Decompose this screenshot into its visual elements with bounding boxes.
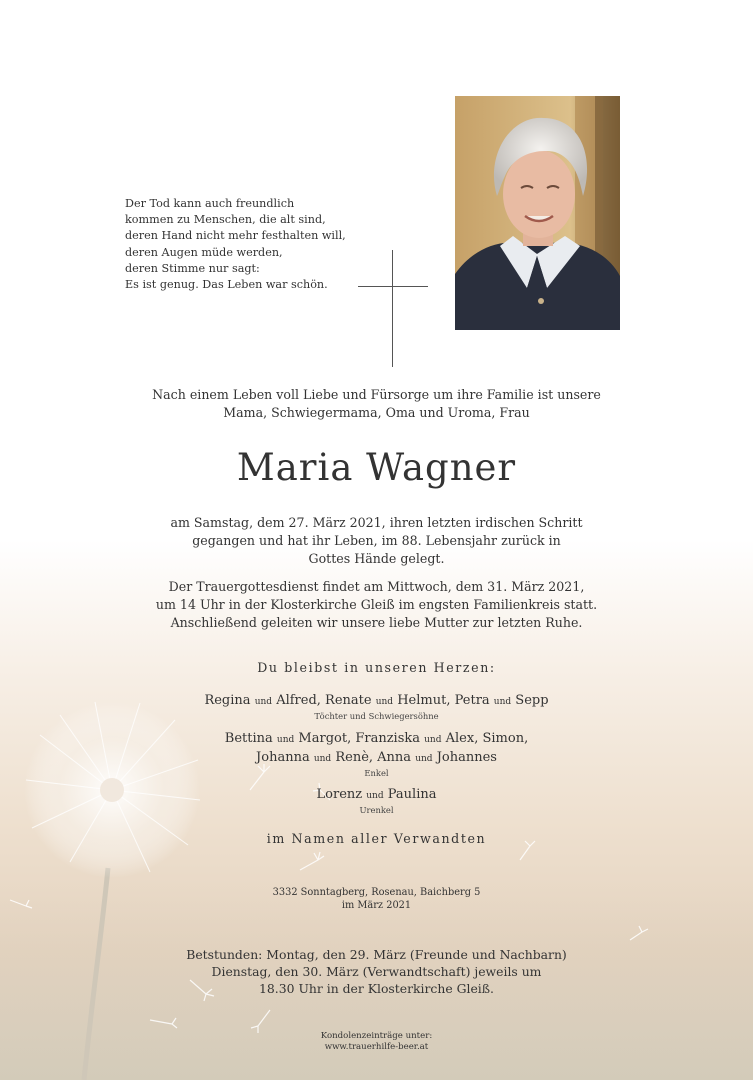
und-connector: und (424, 735, 442, 745)
intro-line: Nach einem Leben voll Liebe und Fürsorge um ihre Familie ist unsere (152, 387, 601, 402)
betstunden-line: Dienstag, den 30. März (Verwandtschaft) jeweils um (211, 964, 542, 979)
family-name: Sepp (515, 693, 549, 708)
cross-vertical (392, 250, 393, 367)
deceased-name: Maria Wagner (236, 446, 517, 489)
poem (125, 196, 365, 293)
relation-label: Enkel (364, 768, 389, 778)
intro-line: Mama, Schwiegermama, Oma und Uroma, Frau (223, 405, 530, 420)
poem-line: Es ist genug. Das Leben war schön. (125, 278, 328, 292)
portrait-photo (455, 96, 620, 330)
family-name: Paulina (387, 787, 437, 802)
relation-label: Urenkel (359, 805, 394, 815)
family-name: Margot, Franziska (298, 731, 420, 746)
service-line: Der Trauergottesdienst findet am Mittwoch, dem 31. März 2021, (168, 579, 585, 594)
betstunden-line: 18.30 Uhr in der Klosterkirche Gleiß. (259, 981, 494, 996)
cross-horizontal (358, 286, 428, 287)
betstunden-line: Betstunden: Montag, den 29. März (Freunde und Nachbarn) (186, 947, 567, 962)
address-block (0, 886, 753, 912)
family-name: Bettina (224, 731, 273, 746)
family-name: Lorenz (316, 787, 363, 802)
relation-label: Töchter und Schwiegersöhne (314, 711, 439, 721)
betstunden-block (0, 946, 753, 997)
family-name: Petra (454, 693, 490, 708)
poem-line: deren Stimme nur sagt: (125, 261, 260, 275)
family-name: Johanna (256, 750, 310, 765)
und-connector: und (493, 697, 512, 707)
und-connector: und (415, 754, 433, 764)
und-connector: und (254, 697, 273, 707)
family-children: Regina und Alfred, Renate und Helmut, Petra und Sepp Töchter und Schwiegersöhne (0, 692, 753, 722)
service-line: Anschließend geleiten wir unsere liebe Mutter zur letzten Ruhe. (170, 615, 583, 630)
family-name: Johannes (436, 750, 497, 765)
intro-text (0, 386, 753, 422)
und-connector: und (366, 791, 384, 801)
address-date: im März 2021 (341, 900, 412, 911)
poem-line: Der Tod kann auch freundlich (125, 197, 295, 210)
condolence-block (0, 1031, 753, 1053)
und-connector: und (375, 697, 394, 707)
condolence-url: www.trauerhilfe-beer.at (324, 1042, 429, 1052)
family-grandchildren (0, 730, 753, 779)
und-connector: und (313, 754, 332, 764)
address-line: 3332 Sonntagberg, Rosenau, Baichberg 5 (272, 887, 481, 898)
poem-line: deren Augen müde werden, (125, 245, 283, 259)
family-name: Helmut (397, 693, 447, 708)
family-name: Alex, Simon, (445, 731, 529, 746)
family-name: Renè, Anna (335, 750, 412, 765)
family-great-grandchildren (0, 786, 753, 816)
family-name: Renate (325, 693, 372, 708)
service-line: um 14 Uhr in der Klosterkirche Gleiß im engsten Familienkreis statt. (155, 597, 598, 612)
family-name: Alfred (276, 693, 317, 708)
service-text (0, 578, 753, 632)
und-connector: und (276, 735, 295, 745)
family-name: Regina (204, 693, 251, 708)
poem-line: kommen zu Menschen, die alt sind, (125, 213, 326, 227)
death-line: am Samstag, dem 27. März 2021, ihren letzten irdischen Schritt (170, 515, 583, 530)
closing-line: im Namen aller Verwandten (266, 831, 487, 846)
condolence-label: Kondolenzeinträge unter: (320, 1031, 433, 1041)
death-line: gegangen und hat ihr Leben, im 88. Lebensjahr zurück in (192, 533, 561, 548)
death-line: Gottes Hände gelegt. (308, 551, 445, 566)
mourners-heading: Du bleibst in unseren Herzen: (257, 660, 496, 675)
poem-line: deren Hand nicht mehr festhalten will, (125, 229, 346, 243)
death-text (0, 514, 753, 568)
